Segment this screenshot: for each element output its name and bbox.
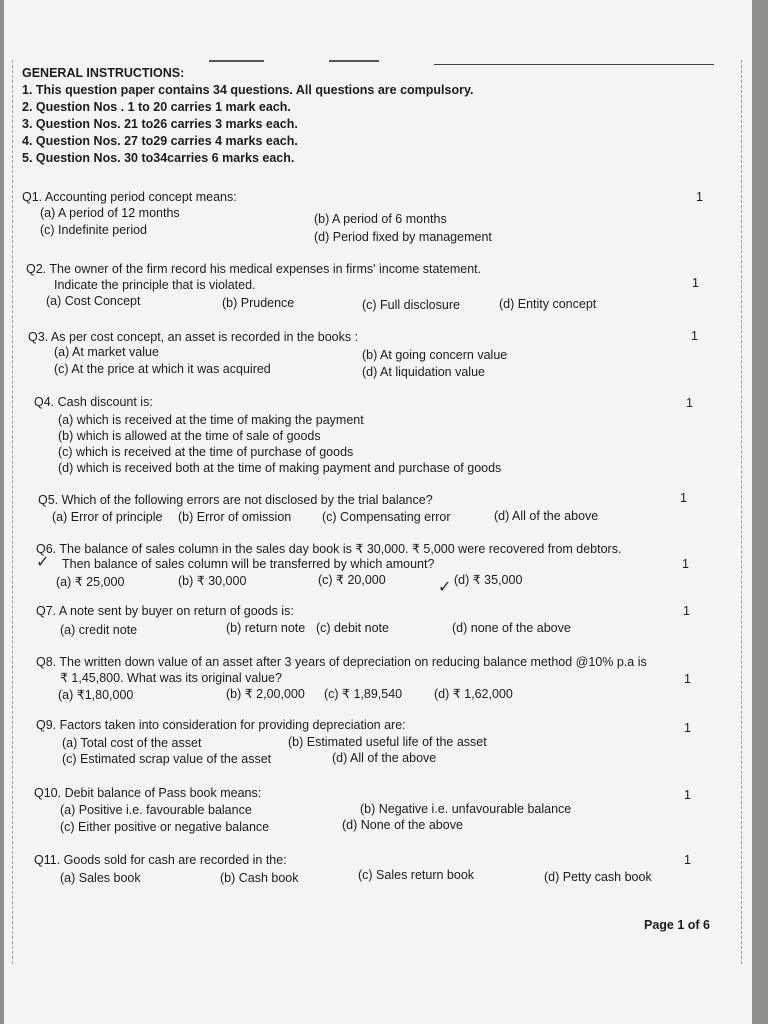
question-text-cont: Then balance of sales column will be transferred by which amount? (62, 557, 435, 571)
option-c: (c) ₹ 1,89,540 (324, 687, 403, 701)
option-a: (a) Cost Concept (46, 294, 141, 308)
question-text: Q1. Accounting period concept means: (22, 190, 237, 204)
option-c: (c) Full disclosure (362, 298, 460, 312)
option-b: (b) A period of 6 months (314, 212, 447, 226)
option-b: (b) At going concern value (362, 348, 508, 362)
option-d: (d) Period fixed by management (314, 230, 492, 244)
option-c: (c) Compensating error (322, 510, 451, 524)
option-d: (d) All of the above (494, 509, 599, 523)
page-number: Page 1 of 6 (644, 918, 710, 932)
question-text: Q10. Debit balance of Pass book means: (34, 786, 262, 800)
option-b: (b) which is allowed at the time of sale of goods (58, 429, 321, 443)
question-text-cont: Indicate the principle that is violated. (54, 278, 256, 292)
question-mark: 1 (682, 557, 689, 571)
question-mark: 1 (696, 190, 703, 204)
option-a: (a) Total cost of the asset (62, 736, 202, 750)
question-mark: 1 (684, 672, 691, 686)
instruction-line: 5. Question Nos. 30 to34carries 6 marks each. (22, 151, 295, 165)
instruction-line: 3. Question Nos. 21 to26 carries 3 marks each. (22, 117, 298, 131)
question-text: Q4. Cash discount is: (34, 395, 153, 409)
option-a: (a) Error of principle (52, 510, 163, 524)
option-b: (b) Error of omission (178, 510, 292, 524)
option-d: (d) Entity concept (499, 297, 597, 311)
option-c: (c) debit note (316, 621, 389, 635)
option-d: (d) ₹ 35,000 (454, 573, 523, 587)
option-a: (a) credit note (60, 623, 138, 637)
check-mark-icon: ✓ (36, 554, 50, 571)
option-d: (d) All of the above (332, 751, 437, 765)
question-mark: 1 (684, 721, 691, 735)
option-b: (b) Negative i.e. unfavourable balance (360, 802, 572, 816)
option-a: (a) Sales book (60, 871, 141, 885)
question-text: Q3. As per cost concept, an asset is recorded in the books : (28, 330, 359, 344)
option-b: (b) Prudence (222, 296, 295, 310)
question-mark: 1 (692, 276, 699, 290)
question-paper (4, 0, 752, 1024)
check-mark-icon: ✓ (438, 579, 452, 596)
instructions-title: GENERAL INSTRUCTIONS: (22, 66, 185, 80)
instruction-line: 1. This question paper contains 34 questions. All questions are compulsory. (22, 83, 474, 97)
option-c: (c) At the price at which it was acquired (54, 362, 271, 376)
option-c: (c) Sales return book (358, 868, 475, 882)
scribble-mark (209, 60, 264, 62)
question-text: Q8. The written down value of an asset after 3 years of depreciation on reducing balance method @10% p.a is (36, 655, 647, 669)
option-b: (b) Estimated useful life of the asset (288, 735, 487, 749)
option-c: (c) which is received at the time of purchase of goods (58, 445, 354, 459)
question-text: Q7. A note sent by buyer on return of goods is: (36, 604, 294, 618)
question-mark: 1 (684, 853, 691, 867)
option-b: (b) ₹ 30,000 (178, 574, 247, 588)
question-mark: 1 (691, 329, 698, 343)
option-a: (a) Positive i.e. favourable balance (60, 803, 252, 817)
option-a: (a) ₹1,80,000 (58, 688, 134, 702)
header-rule (434, 64, 714, 65)
option-d: (d) At liquidation value (362, 365, 485, 379)
option-a: (a) At market value (54, 345, 159, 359)
question-mark: 1 (683, 604, 690, 618)
option-c: (c) ₹ 20,000 (318, 573, 386, 587)
option-c: (c) Either positive or negative balance (60, 820, 270, 834)
option-d: (d) none of the above (452, 621, 571, 635)
option-d: (d) ₹ 1,62,000 (434, 687, 513, 701)
option-a: (a) ₹ 25,000 (56, 575, 125, 589)
question-text: Q9. Factors taken into consideration for providing depreciation are: (36, 718, 406, 732)
question-text: Q11. Goods sold for cash are recorded in the: (34, 853, 287, 867)
option-a: (a) A period of 12 months (40, 206, 180, 220)
instruction-line: 2. Question Nos . 1 to 20 carries 1 mark each. (22, 100, 291, 114)
option-d: (d) Petty cash book (544, 870, 652, 884)
question-mark: 1 (680, 491, 687, 505)
option-b: (b) Cash book (220, 871, 299, 885)
question-mark: 1 (686, 396, 693, 410)
question-text: Q6. The balance of sales column in the sales day book is ₹ 30,000. ₹ 5,000 were recovered from debtors. (36, 542, 622, 556)
question-text: Q5. Which of the following errors are not disclosed by the trial balance? (38, 493, 433, 507)
question-mark: 1 (684, 788, 691, 802)
option-d: (d) which is received both at the time of making payment and purchase of goods (58, 461, 502, 475)
scribble-mark (329, 60, 379, 62)
option-b: (b) ₹ 2,00,000 (226, 687, 305, 701)
option-a: (a) which is received at the time of making the payment (58, 413, 364, 427)
option-d: (d) None of the above (342, 818, 463, 832)
option-c: (c) Indefinite period (40, 223, 148, 237)
option-b: (b) return note (226, 621, 306, 635)
option-c: (c) Estimated scrap value of the asset (62, 752, 272, 766)
question-text-cont: ₹ 1,45,800. What was its original value? (60, 671, 282, 685)
question-text: Q2. The owner of the firm record his medical expenses in firms' income statement. (26, 262, 482, 276)
instruction-line: 4. Question Nos. 27 to29 carries 4 marks each. (22, 134, 298, 148)
